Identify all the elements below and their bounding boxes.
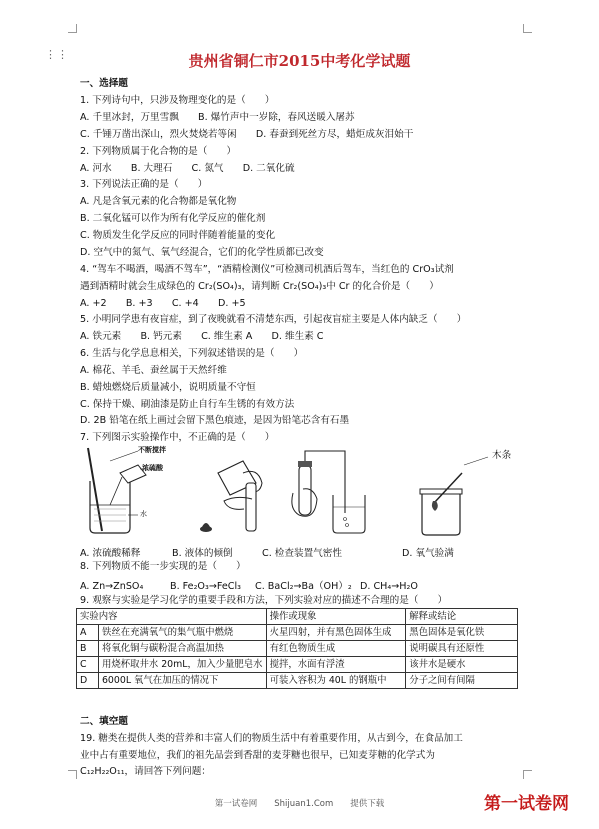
table-row [77, 657, 518, 673]
option-line: D. 空气中的氮气、氧气经混合，它们的化学性质都已改变 [80, 247, 324, 258]
q7-option-b: B. 液体的倾倒 [172, 548, 233, 559]
table-cell: 黑色固体是氧化铁 [406, 625, 518, 641]
q7-option-a: A. 浓硫酸稀释 [80, 548, 141, 559]
table-cell: 火星四射，并有黑色固体生成 [266, 625, 406, 641]
q7-options [80, 545, 454, 559]
q7-option-c: C. 检查装置气密性 [262, 548, 342, 559]
table-header-cell: 实验内容 [77, 609, 267, 625]
page-title: 贵州省铜仁市2015中考化学试题 [188, 52, 411, 70]
figure-liquid-pouring [188, 443, 268, 538]
q9-table [76, 608, 518, 689]
question-line: 9. 观察与实验是学习化学的重要手段和方法，下列实验对应的描述不合理的是（ ） [80, 595, 448, 606]
paragraph-line: C₁₂H₂₂O₁₁，请回答下列问题： [80, 766, 211, 777]
option-line: B. 二氧化锰可以作为所有化学反应的催化剂 [80, 213, 266, 224]
q8-option-a: A. Zn→ZnSO₄ [80, 581, 144, 592]
q8-options [80, 578, 418, 592]
table-cell: 用烧杯取井水 20mL，加入少量肥皂水 [98, 657, 266, 673]
drag-handle-icon[interactable]: ⋮⋮ [45, 48, 69, 61]
question-line: 8. 下列物质不能一步实现的是（ ） [80, 561, 246, 572]
option-line: A. 千里冰封，万里雪飘 B. 爆竹声中一岁除，春风送暖入屠苏 [80, 112, 355, 123]
option-line: C. 保持干燥、刷油漆是防止自行车生锈的有效方法 [80, 399, 295, 410]
corner-mark-top-right [523, 24, 532, 33]
question-line: 4. “驾车不喝酒，喝酒不驾车”，“酒精检测仪”可检测司机酒后驾车，当红色的 CrO₃试剂 [80, 264, 454, 275]
figure-label-water: 水 [140, 510, 147, 518]
table-header-row [77, 609, 518, 625]
table-cell: D [77, 673, 99, 689]
page-footer: 第一试卷网 Shijuan1.Com 提供下载 [214, 799, 385, 809]
table-cell: 搅拌，水面有浮渣 [266, 657, 406, 673]
question-line: 2. 下列物质属于化合物的是（ ） [80, 146, 237, 157]
q8-option-d: D. CH₄→H₂O [360, 581, 418, 592]
paragraph-line: 业中占有重要地位，我们的祖先品尝到香甜的麦芽糖也很早，已知麦芽糖的化学式为 [80, 750, 435, 761]
figure-label-acid: 浓硫酸 [142, 464, 163, 472]
option-line: A. +2 B. +3 C. +4 D. +5 [80, 298, 246, 309]
q8-option-b: B. Fe₂O₃→FeCl₃ [170, 581, 241, 592]
table-cell: 6000L 氧气在加压的情况下 [98, 673, 266, 689]
site-logo: 第一试卷网 [484, 794, 569, 814]
option-line: D. 2B 铅笔在纸上画过会留下黑色痕迹，是因为铅笔芯含有石墨 [80, 415, 350, 426]
figure-label-stir: 不断搅拌 [138, 446, 166, 454]
table-row [77, 625, 518, 641]
table-header-cell: 解释或结论 [406, 609, 518, 625]
corner-mark-bottom-right [523, 770, 532, 779]
option-line: A. 铁元素 B. 钙元素 C. 维生素 A D. 维生素 C [80, 331, 324, 342]
question-line: 遇到酒精时就会生成绿色的 Cr₂(SO₄)₃，请判断 Cr₂(SO₄)₃中 Cr 的化合价是（ ） [80, 281, 439, 292]
figure-airtight-check [285, 443, 385, 538]
corner-mark-bottom-left [68, 770, 77, 779]
table-row [77, 673, 518, 689]
question-line: 1. 下列诗句中，只涉及物理变化的是（ ） [80, 95, 275, 106]
table-cell: B [77, 641, 99, 657]
section-heading: 一、选择题 [80, 78, 128, 89]
table-row [77, 641, 518, 657]
table-cell: 分子之间有间隔 [406, 673, 518, 689]
table-cell: A [77, 625, 99, 641]
section-heading: 二、填空题 [80, 716, 128, 727]
figure-label-wood: 木条 [492, 450, 512, 461]
table-cell: 将氧化铜与碳粉混合高温加热 [98, 641, 266, 657]
question-line: 6. 生活与化学息息相关，下列叙述错误的是（ ） [80, 348, 304, 359]
paragraph-line: 19. 糖类在提供人类的营养和丰富人们的物质生活中有着重要作用，从古到今，在食品加工 [80, 733, 463, 744]
table-cell: 说明碳具有还原性 [406, 641, 518, 657]
option-line: A. 棉花、羊毛、蚕丝属于天然纤维 [80, 365, 227, 376]
question-line: 7. 下列图示实验操作中，不正确的是（ ） [80, 432, 275, 443]
option-line: A. 凡是含氧元素的化合物都是氧化物 [80, 196, 237, 207]
question-line: 5. 小明同学患有夜盲症，到了夜晚就看不清楚东西，引起夜盲症主要是人体内缺乏（ ） [80, 314, 467, 325]
option-line: A. 河水 B. 大理石 C. 氮气 D. 二氧化硫 [80, 163, 295, 174]
option-line: B. 蜡烛燃烧后质量减小，说明质量不守恒 [80, 382, 256, 393]
table-cell: 该井水是硬水 [406, 657, 518, 673]
table-header-cell: 操作或现象 [266, 609, 406, 625]
figure-acid-dilution [80, 443, 190, 538]
option-line: C. 千锤万凿出深山，烈火焚烧若等闲 D. 春蚕到死丝方尽，蜡炬成灰泪始干 [80, 129, 414, 140]
table-cell: C [77, 657, 99, 673]
option-line: C. 物质发生化学反应的同时伴随着能量的变化 [80, 230, 276, 241]
question-line: 3. 下列说法正确的是（ ） [80, 179, 208, 190]
table-cell: 可装入容积为 40L 的钢瓶中 [266, 673, 406, 689]
q7-option-d: D. 氧气验满 [402, 548, 454, 559]
q8-option-c: C. BaCl₂→Ba（OH）₂ [255, 581, 352, 592]
corner-mark-top-left [68, 24, 77, 33]
table-cell: 有红色物质生成 [266, 641, 406, 657]
table-cell: 铁丝在充满氧气的集气瓶中燃烧 [98, 625, 266, 641]
experiment-figures [80, 443, 520, 543]
